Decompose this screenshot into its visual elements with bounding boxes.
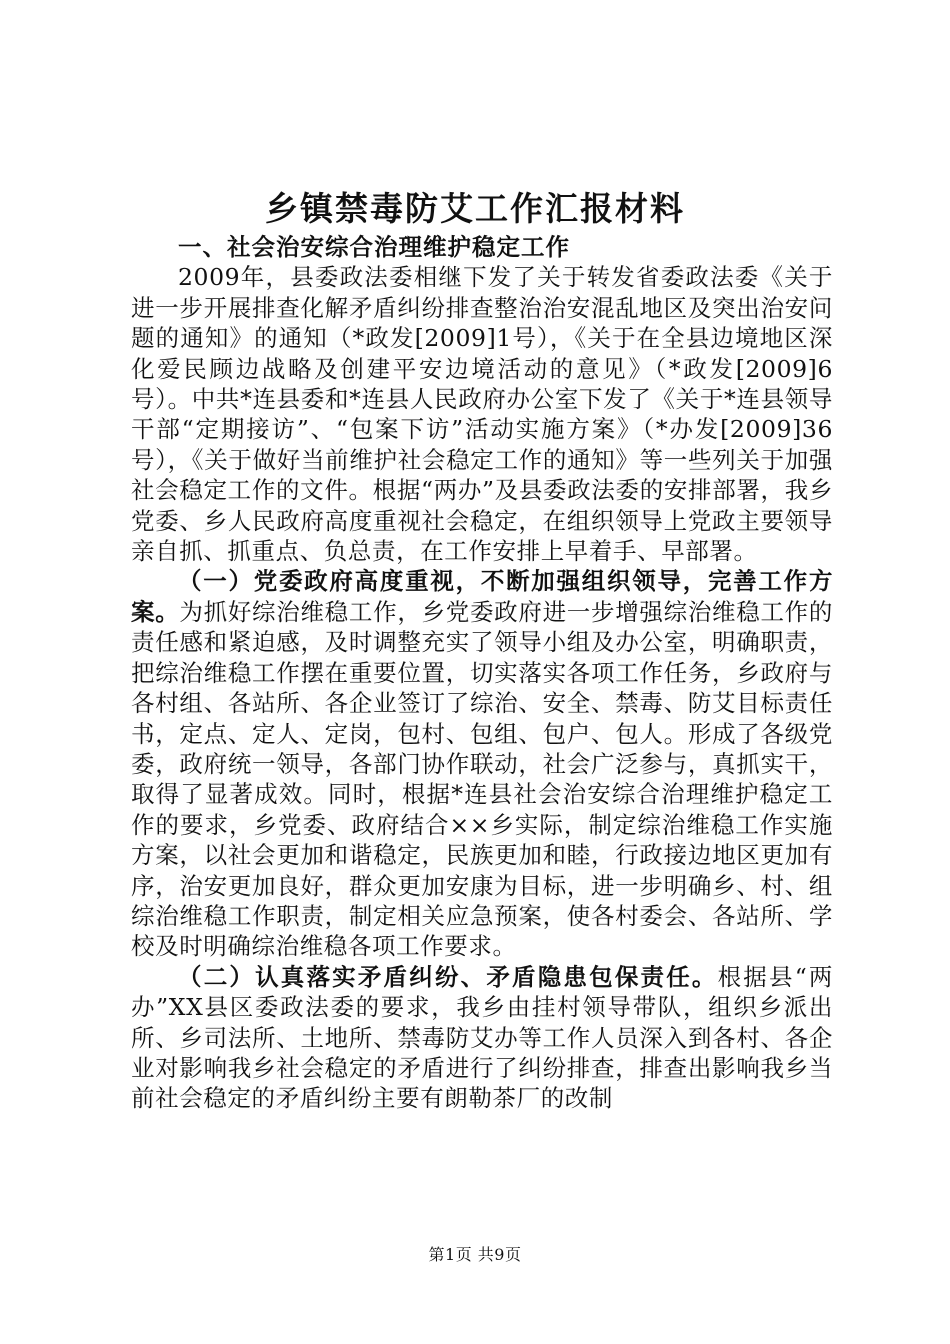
paragraph-3 (131, 962, 833, 1114)
paragraph-2-lead: （一）党委政府高度重视，不断加强组织领导，完善工作方案。 (131, 567, 833, 626)
section-heading: 一、社会治安综合治理维护稳定工作 (178, 233, 570, 261)
paragraph-2 (131, 566, 833, 961)
paragraph-2-body: 为抓好综治维稳工作，乡党委政府进一步增强综治维稳工作的责任感和紧迫感，及时调整充实了领导小组及办公室，明确职责，把综治维稳工作摆在重要位置，切实落实各项工作任务，乡政府与各村组、各站所、各企业签订了综治、安全、禁毒、防艾目标责任书，定点、定人、定岗，包村、包组、包户、包人。形成了各级党委，政府统一领导，各部门协作联动，社会广泛参与，真抓实干，取得了显著成效。同时，根据*连县社会治安综合治理维护稳定工作的要求，乡党委、政府结合××乡实际，制定综治维稳工作实施方案，以社会更加和谐稳定，民族更加和睦，行政接边地区更加有序，治安更加良好，群众更加安康为目标，进一步明确乡、村、组综治维稳工作职责，制定相关应急预案，使各村委会、各站所、学校及时明确综治维稳各项工作要求。 (131, 597, 833, 961)
paragraph-1: 2009年，县委政法委相继下发了关于转发省委政法委《关于进一步开展排查化解矛盾纠纷排查整治治安混乱地区及突出治安问题的通知》的通知（*政发[2009]1号），《关于在全县边境地区深化爱民顾边战略及创建平安边境活动的意见》（*政发[2009]6号）。中共*连县委和*连县人民政府办公室下发了《关于*连县领导干部“定期接访”、“包案下访”活动实施方案》（*办发[2009]36号），《关于做好当前维护社会稳定工作的通知》等一些列关于加强社会稳定工作的文件。根据“两办”及县委政法委的安排部署，我乡党委、乡人民政府高度重视社会稳定，在组织领导上党政主要领导亲自抓、抓重点、负总责，在工作安排上早着手、早部署。 (131, 263, 833, 566)
page-footer: 第1页 共9页 (428, 1245, 522, 1264)
paragraph-3-body: 根据县“两办”XX县区委政法委的要求，我乡由挂村领导带队，组织乡派出所、乡司法所、土地所、禁毒防艾办等工作人员深入到各村、各企业对影响我乡社会稳定的矛盾进行了纠纷排查，排查出影响我乡当前社会稳定的矛盾纠纷主要有朗勒茶厂的改制 (131, 962, 834, 1113)
paragraph-3-lead: （二）认真落实矛盾纠纷、矛盾隐患包保责任。 (178, 962, 718, 991)
document-body (131, 232, 833, 1114)
document-title: 乡镇禁毒防艾工作汇报材料 (265, 189, 685, 228)
